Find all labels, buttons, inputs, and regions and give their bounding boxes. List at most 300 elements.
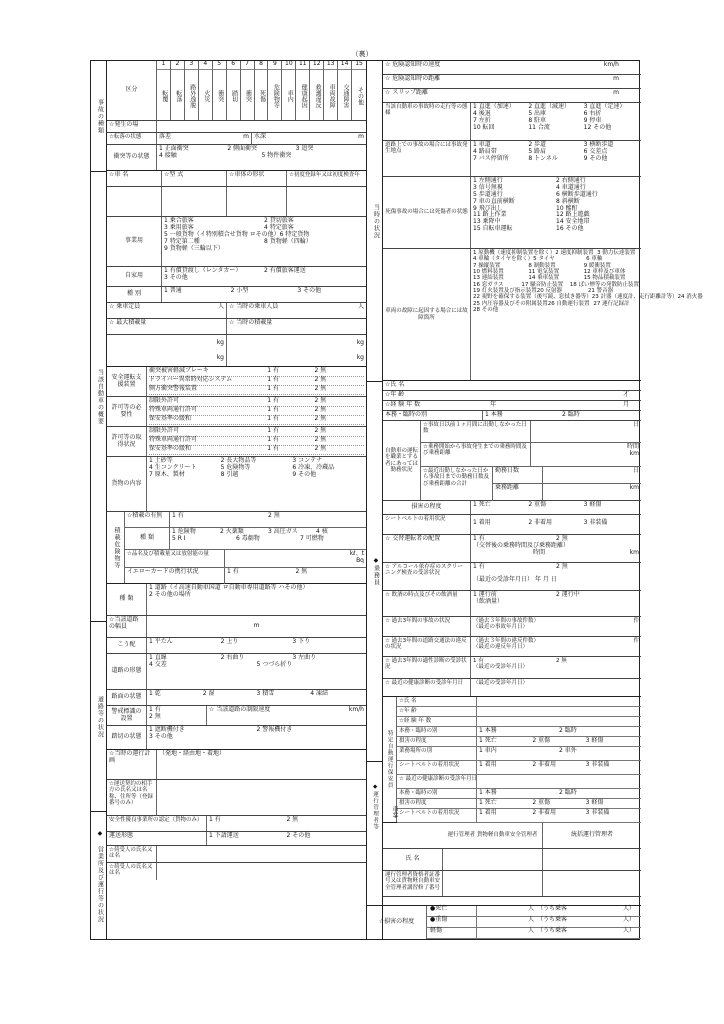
aptitude-row [383,657,641,679]
surface-label: 路面の状態 [107,690,147,705]
permit-need-item-label: 保安基準の緩和 [149,415,192,422]
road-place-option[interactable]: 7 バス停留所 [473,154,509,162]
accident-type-option[interactable]: 踏切 [230,90,238,102]
permit-need-no[interactable]: 2 無 [314,415,327,422]
road-kind-option[interactable]: 1 道路（イ高速自動車国道 ロ自動車専用道路等 ハその他） [149,584,309,591]
permit-get-item-label: 特殊車両通行許可 [149,436,198,443]
accident-type-option[interactable]: 交通障害 [342,84,350,108]
danger-dist-unit: m [613,75,619,82]
kind-option[interactable]: 2 小型 [230,287,249,294]
driving-state-option[interactable]: 12 その他 [583,123,612,131]
driving-state-option[interactable]: 6 右折 [583,109,602,117]
contract-value[interactable] [157,780,366,815]
vehicle-name-value[interactable] [107,187,162,216]
special-crew-option[interactable]: 2 重傷 [532,737,551,744]
failure-option[interactable]: 17 騒音防止装置 [521,281,564,288]
damage-row [427,928,641,939]
failure-option[interactable]: 4 車輪（タイヤを除く） [473,256,534,263]
absent-days-label: ☆事故日以前１ヶ月間に出勤しなかった日数 [421,421,531,442]
crossing-option[interactable]: 3 その他 [149,732,173,740]
damage-rows [427,906,641,939]
past-accident-count: （過去３年間の事故件数） [473,618,540,624]
collision-option[interactable]: 3 追突 [295,145,314,152]
safety-device-no[interactable]: 2 無 [314,376,327,383]
manager-name-label: 氏 名 [383,849,443,870]
failure-option[interactable]: 15 物品積載装置 [583,275,626,282]
safety-device-label: 安全運転支援装置 [107,367,147,396]
special-crew-option[interactable]: 2 非着用 [532,761,557,768]
accident-type-option[interactable]: 車両故障 [328,84,336,108]
road-shape-option[interactable]: 4 交差 [149,660,167,668]
danger-dist-cell [383,75,641,88]
private-use-option[interactable]: 3 その他 [164,273,188,281]
road-place-option[interactable]: 2 歩道 [528,141,547,148]
cargo-option[interactable]: 8 引越 [220,470,239,478]
crossing-option[interactable]: 1 遮断機付き [149,726,185,733]
road-shape-label: 道路の形態 [107,654,147,689]
failure-option[interactable]: 23 計器（速度計、走行距離計等） [591,294,678,301]
driving-state-option[interactable]: 9 停車 [583,116,602,124]
special-crew-row-label: 損害の程度 [397,737,477,746]
special-crew-option[interactable]: 3 非装備 [585,761,610,768]
accident-type-option[interactable]: 救護違反 [314,84,322,108]
consignor-value-2[interactable] [157,863,366,880]
slope-option[interactable]: 3 下り [292,638,311,645]
failure-option[interactable]: 19 灯火装置及び指示装置 [473,287,537,294]
business-use-option[interactable]: 7 特定第二種 [164,237,200,245]
accident-type-column [352,61,366,120]
hazard-kind-option[interactable]: 5 R I [172,534,186,542]
business-use-option[interactable]: 9 貨物軽（三輪以下） [164,244,224,252]
hazard-kind-option[interactable]: 6 毒劇物 [236,534,260,542]
permit-need-no[interactable]: 2 無 [314,397,327,404]
accident-type-option[interactable]: 火災 [202,90,210,102]
victim-option[interactable]: 13 乗降中 [473,218,501,226]
accident-type-option[interactable]: 衝突 [244,90,252,102]
shift-option[interactable]: 1 有 [473,535,485,542]
road-place-option[interactable]: 6 交差点 [583,147,608,155]
failure-option[interactable]: 24 消火器 [677,294,703,301]
alcohol-details [471,563,641,590]
transport-form-option[interactable]: 1 下請運送 [209,832,239,839]
permit-get-no[interactable]: 2 無 [314,427,327,434]
special-crew-row-options [477,727,641,736]
safety-device-yes[interactable]: 1 有 [267,376,279,383]
driving-state-option[interactable]: 2 直進（減速） [528,103,571,110]
ride-dist-row [493,484,641,501]
safety-device-item-label: ドライバー異常時対応システム [149,376,233,383]
driver-injury-option[interactable]: 1 死亡 [473,501,491,508]
victim-option[interactable]: 5 歩道通行 [473,190,503,198]
driver-belt-option[interactable]: 2 非着用 [528,519,553,526]
road-shape-row [107,654,366,690]
failure-option[interactable]: 25 内圧容器及びその附属装置 [473,300,548,307]
driving-state-option[interactable]: 8 駐車 [528,116,547,124]
special-crew-option[interactable]: 2 車外 [559,747,577,754]
victim-option[interactable]: 11 路上作業 [473,211,507,219]
kind-option[interactable]: 1 普通 [164,287,182,294]
safety-cert-label: 安全性優良事業所の認定（貨物のみ） [107,816,207,831]
driving-state-option[interactable]: 11 合流 [528,123,550,131]
aptitude-date: （最近の受診年月日） [473,664,529,671]
damage-row-note: （うち乗客 [537,905,568,912]
driving-state-option[interactable]: 1 直進（加速） [473,103,515,110]
failure-option[interactable]: 7 操縦装置 [473,262,501,269]
collision-option[interactable]: 1 正面衝突 [159,145,189,152]
private-use-row [107,267,366,287]
manager-cert-value[interactable] [443,871,543,896]
hazard-kind-option[interactable]: 2 火薬類 [220,528,244,535]
business-use-label: 事業用 [107,217,162,266]
transport-form-option[interactable]: 2 その他 [286,832,311,839]
special-crew-option[interactable]: 2 重傷 [532,799,551,806]
water-depth-unit: m [358,133,364,140]
accident-type-option[interactable]: 転覆 [160,90,168,102]
safety-cert-option[interactable]: 2 無 [286,816,299,823]
failure-option[interactable]: 13 連結装置 [473,275,504,282]
contract-row [107,780,366,816]
driving-state-option[interactable]: 5 出庫 [528,109,547,117]
cargo-option[interactable]: 7 原木、製材 [149,470,185,478]
road-place-options [471,141,641,176]
special-crew-option[interactable]: 3 軽傷 [585,799,604,806]
speed-limit-cell [207,706,366,725]
road-place-option[interactable]: 5 路肩 [528,147,547,155]
danger-speed-row [383,61,641,75]
left-sidebar [91,61,107,939]
failure-option[interactable]: 26 自動運行装置 [547,300,590,307]
driving-state-option[interactable]: 7 左折 [473,116,491,124]
past-violation-row [383,637,641,657]
safety-device-no[interactable]: 2 無 [314,367,327,374]
speed-limit-label: ☆ 当該道路の制限速度 [209,706,271,713]
hazard-kind-option[interactable]: 3 高圧ガス [268,528,298,535]
special-crew-option[interactable]: 3 軽傷 [585,737,604,744]
riders-unit: 人 [357,303,364,310]
road-place-option[interactable]: 8 トンネル [528,154,558,162]
road-shape-option[interactable]: 3 左曲り [292,654,317,661]
surface-option[interactable]: 2 湿 [202,690,215,697]
special-crew-row [397,697,641,707]
victim-option[interactable]: 7 車の直前横断 [473,197,515,205]
permit-get-yes[interactable]: 1 有 [267,436,279,443]
road-place-option[interactable]: 1 車道 [473,141,491,148]
slope-option[interactable]: 2 上り [220,638,239,645]
damage-row-note: （うち乗客 [537,927,568,934]
failure-option[interactable]: 27 運行記録計 [593,300,630,307]
failure-option[interactable]: 14 乗車装置 [528,275,560,282]
failure-option[interactable]: 16 窓ガラス [473,281,504,288]
victim-option[interactable]: 4 車道通行 [556,183,586,191]
accident-type-column [157,61,171,120]
accident-type-column [268,61,282,120]
road-place-option[interactable]: 9 その他 [583,154,608,162]
road-kind-options [147,584,366,615]
cargo-option[interactable]: 5 危険物等 [220,463,251,471]
special-crew-option[interactable]: 1 車内 [479,747,497,754]
alcohol-option[interactable]: 2 無 [556,563,568,570]
first-registration-value[interactable] [287,187,366,216]
road-place-line [473,142,639,149]
business-use-option[interactable]: 8 貨物軽（四輪） [264,237,312,245]
consignor-value-1[interactable] [157,846,366,862]
hazard-kind-option[interactable]: 7 可燃物 [300,534,324,542]
permit-get-yes[interactable]: 1 有 [267,427,279,434]
driver-role-temp[interactable]: 2 臨時 [562,411,580,418]
safety-cert-option[interactable]: 1 有 [209,816,221,823]
failure-option[interactable]: 11 電気装置 [528,268,560,275]
business-use-option[interactable]: 2 貸切旅客 [264,217,294,224]
accident-type-option[interactable]: 路外逸脱 [188,84,196,108]
safety-device-yes[interactable]: 1 有 [267,367,279,374]
special-crew-row-label: ☆年 齢 [397,707,477,716]
accident-type-number: 13 [324,61,337,70]
failure-option[interactable]: 22 視野を確保する装置（後写鏡、窓拭き器等） [473,294,592,301]
chief-manager-cert-value[interactable] [543,871,641,896]
cargo-option[interactable]: 2 長大物品等 [220,457,257,464]
shift-time-unit: 時間 [533,548,546,556]
victim-option[interactable]: 9 飛び出し [473,204,503,212]
permit-need-item [149,416,364,425]
accident-type-option[interactable]: 衝突 [216,90,224,102]
failure-option[interactable]: 12 車枠及び車体 [583,268,626,275]
victim-option[interactable]: 6 横断歩道通行 [556,190,598,198]
vehicle-model-value[interactable] [162,187,227,216]
shift-option[interactable]: 2 無 [556,535,568,542]
capacity-row [107,303,366,319]
cargo-option[interactable]: 4 生コンクリート [149,463,197,471]
driver-belt-option[interactable]: 3 非装備 [583,519,608,526]
vehicle-shape-value[interactable] [227,187,287,216]
crossing-row [107,726,366,750]
special-crew-row-label: ☆氏 名 [397,697,477,706]
driver-health-row [383,679,641,697]
victim-option[interactable]: 15 自転車運転 [473,225,513,233]
hazard-kind-option[interactable]: 4 核 [316,528,328,535]
driving-state-option[interactable]: 3 直進（定速） [583,103,626,110]
collision-option[interactable]: 2 側面衝突 [227,145,258,152]
private-use-option[interactable]: 2 有償旅客運送 [264,267,306,274]
road-place-option[interactable]: 4 路肩帯 [473,147,497,155]
road-shape-option[interactable]: 1 直線 [149,654,167,661]
permit-need-row [107,397,366,427]
load-now-unit-2: kg [356,353,364,361]
fall-state-row [107,133,366,145]
victim-option[interactable]: 12 路上遊戯 [556,211,590,219]
crossing-line [149,727,364,734]
damage-row-count: 人 [527,916,534,923]
permit-need-label: 許可等の必要性 [107,397,147,426]
failure-option[interactable]: 1 原動機（速度抑制装置を除く） [473,250,556,256]
aptitude-no[interactable]: 2 無 [556,658,567,664]
surface-option[interactable]: 4 凍結 [310,690,328,697]
loaded-yes[interactable]: 1 有 [172,512,184,519]
business-use-option[interactable]: 1 乗合旅客 [164,217,194,224]
business-use-option[interactable]: 4 特定旅客 [264,223,294,231]
special-crew-option[interactable]: 1 本務 [479,727,497,734]
failure-option[interactable]: 8 制動装置 [528,262,556,269]
failure-option[interactable]: 5 タイヤ [533,256,555,263]
consignor-label-2: ☆荷受人の氏名又は名 [107,863,157,880]
safety-device-no[interactable]: 2 無 [314,385,327,392]
private-use-label: 自家用 [107,267,162,286]
accident-type-number: 14 [338,61,351,70]
driver-injury-option[interactable]: 3 軽傷 [583,501,602,508]
permit-need-yes[interactable]: 1 有 [267,397,279,404]
haz-amount-units [225,550,366,567]
victim-option[interactable]: 10 酩酊 [556,204,578,212]
accident-type-option[interactable]: 死傷 [258,90,266,102]
victim-option[interactable]: 2 右側通行 [556,177,586,184]
permit-need-yes[interactable]: 1 有 [267,415,279,422]
special-crew-option[interactable]: 1 死亡 [479,737,497,744]
safety-device-item-label: 衝突被害軽減ブレーキ [149,367,209,374]
road-shape-option[interactable]: 2 右曲り [220,654,245,661]
collision-option[interactable]: 5 物件衝突 [261,151,292,159]
loaded-no[interactable]: 2 無 [268,512,280,519]
warning-no[interactable]: 2 無 [149,712,161,720]
driver-belt-option[interactable]: 1 着用 [473,519,491,526]
accident-type-option[interactable]: 車内 [286,90,294,102]
cargo-option[interactable]: 1 土砂等 [149,457,173,464]
safety-device-yes[interactable]: 1 有 [267,385,279,392]
road-kind-option[interactable]: 2 その他の場所 [149,590,191,598]
driving-state-row [383,103,641,141]
road-place-option[interactable]: 3 横断歩道 [583,141,614,148]
accident-type-option[interactable]: 健康起因 [300,84,308,108]
road-shape-option[interactable]: 5 つづら折り [256,660,293,668]
special-crew-rows [391,697,641,822]
accident-type-column [282,61,296,120]
failure-option[interactable]: 9 緩衝装置 [583,262,611,269]
cargo-row [107,457,366,512]
private-use-option[interactable]: 1 有償貸渡し（レンタカー） [164,267,242,274]
victim-option[interactable]: 16 その他 [556,225,584,233]
danger-dist-row [383,75,641,89]
damage-row [427,906,641,917]
business-use-option[interactable]: 3 乗用旅客 [164,223,194,231]
warning-yes[interactable]: 1 有 [149,706,161,713]
driver-injury-option[interactable]: 2 重傷 [528,501,547,508]
special-crew-row-options [477,737,641,746]
permit-get-no[interactable]: 2 無 [314,445,327,452]
cargo-option[interactable]: 6 冷凍、冷蔵品 [292,463,335,471]
capacity-unit: 人 [217,303,224,310]
operations-section-label: ◆ 営業所及び運行等の状況 [91,811,107,941]
victim-option[interactable]: 8 斜横断 [556,197,580,205]
recent-work-row [421,467,641,501]
yellow-card-no[interactable]: 2 無 [295,568,308,575]
driving-state-option[interactable]: 4 後退 [473,109,491,117]
absent-days-row [421,421,641,443]
drinking-option[interactable]: 2 運行中 [556,591,580,598]
special-crew-row-options [477,775,641,788]
slope-option[interactable]: 1 平たん [149,638,173,645]
yellow-card-yes[interactable]: 1 有 [227,568,239,575]
danger-dist-label: ☆ 危険認知時の距離 [385,75,441,82]
crossing-option[interactable]: 2 警報機付き [256,726,293,733]
driver-role-regular[interactable]: 1 本務 [485,411,503,418]
haz-amount-label: ☆品名及び積載量又は放射能の量 [125,550,225,567]
transport-form-label: 運送形態 [107,832,207,845]
business-use-line [164,246,364,253]
cargo-option[interactable]: 9 その他 [292,470,317,478]
driver-name-row [383,381,641,391]
special-crew-option[interactable]: 1 死亡 [479,799,497,806]
collision-option[interactable]: 4 接触 [159,151,177,159]
manager-name-value[interactable] [443,849,543,870]
victim-option[interactable]: 1 左側通行 [473,177,503,184]
failure-option[interactable]: 18 ばい煙等の発散防止装置 [569,281,639,288]
failure-option[interactable]: 10 燃料装置 [473,268,504,275]
permit-need-no[interactable]: 2 無 [314,406,327,413]
accident-type-number: 9 [268,61,281,70]
danger-speed-unit: km/h [603,61,619,68]
permit-get-yes[interactable]: 1 有 [267,445,279,452]
hazard-kind-option[interactable]: 1 危険物 [172,528,196,535]
failure-option[interactable]: 3 動力伝達装置 [597,250,636,256]
failure-line [473,307,639,313]
driving-state-option[interactable]: 10 転回 [473,123,495,131]
hazard-kind-line [172,529,364,536]
accident-type-option[interactable]: その他 [356,87,364,105]
accident-type-number: 8 [255,61,268,70]
warning-label: 警戒標識の設置 [107,706,147,725]
ride-hours-label: ☆乗務開始から事故発生までの乗務時間及び乗務距離 [421,443,531,466]
failure-option[interactable]: 28 その他 [473,306,499,313]
victim-option[interactable]: 14 安全地帯 [556,218,590,226]
special-crew-option[interactable]: 2 臨時 [559,789,577,796]
surface-option[interactable]: 1 乾 [149,690,161,697]
business-use-option[interactable]: 5 一般貨物（イ特別積合せ貨物 ロその他） [164,230,280,238]
plan-note: （発地・経由地・着地） [159,750,226,757]
accident-type-grid [107,61,366,121]
kind-option[interactable]: 3 その他 [297,287,322,294]
surface-option[interactable]: 3 積雪 [256,690,275,697]
failure-option[interactable]: 21 警音器 [587,287,614,294]
special-crew-option[interactable]: 2 非着用 [532,809,557,816]
drinking-option[interactable]: 1 運行前 [473,591,497,598]
special-crew-option[interactable]: 3 非装備 [585,809,610,816]
special-crew-option[interactable]: 1 着用 [479,809,497,816]
special-crew-option[interactable]: 1 本務 [479,789,497,796]
aptitude-yes[interactable]: 1 有 [473,658,484,664]
capacity-label: ☆ 乗車定員 [109,303,141,310]
water-depth-label: 水深 [254,133,267,140]
special-crew-option[interactable]: 2 臨時 [559,727,577,734]
right-sidebar [367,61,383,939]
alcohol-option[interactable]: 1 有 [473,563,485,570]
failure-option[interactable]: 6 車軸 [586,256,603,263]
past-accident-date: （最近の事故年月日） [473,624,529,631]
victim-line [473,226,639,233]
accident-type-option[interactable]: 危険物等 [272,84,280,108]
victim-option[interactable]: 3 信号無視 [473,183,503,191]
permit-need-items [147,397,366,426]
chief-manager-name-value[interactable] [543,849,641,870]
cargo-option[interactable]: 3 コンテナ [292,457,323,464]
accident-type-option[interactable]: 転落 [174,90,182,102]
special-crew-option[interactable]: 1 着用 [479,761,497,768]
fall-state-label: ☆転落の状態 [107,133,157,144]
permit-need-yes[interactable]: 1 有 [267,406,279,413]
failure-option[interactable]: 20 反射器 [536,287,562,294]
road-kind-label: 種 類 [107,584,147,615]
permit-get-no[interactable]: 2 無 [314,436,327,443]
business-use-option[interactable]: 6 特定貨物 [279,230,310,238]
driver-belt-row [383,515,641,535]
failure-option[interactable]: 2 速度抑制装置 [555,250,594,256]
